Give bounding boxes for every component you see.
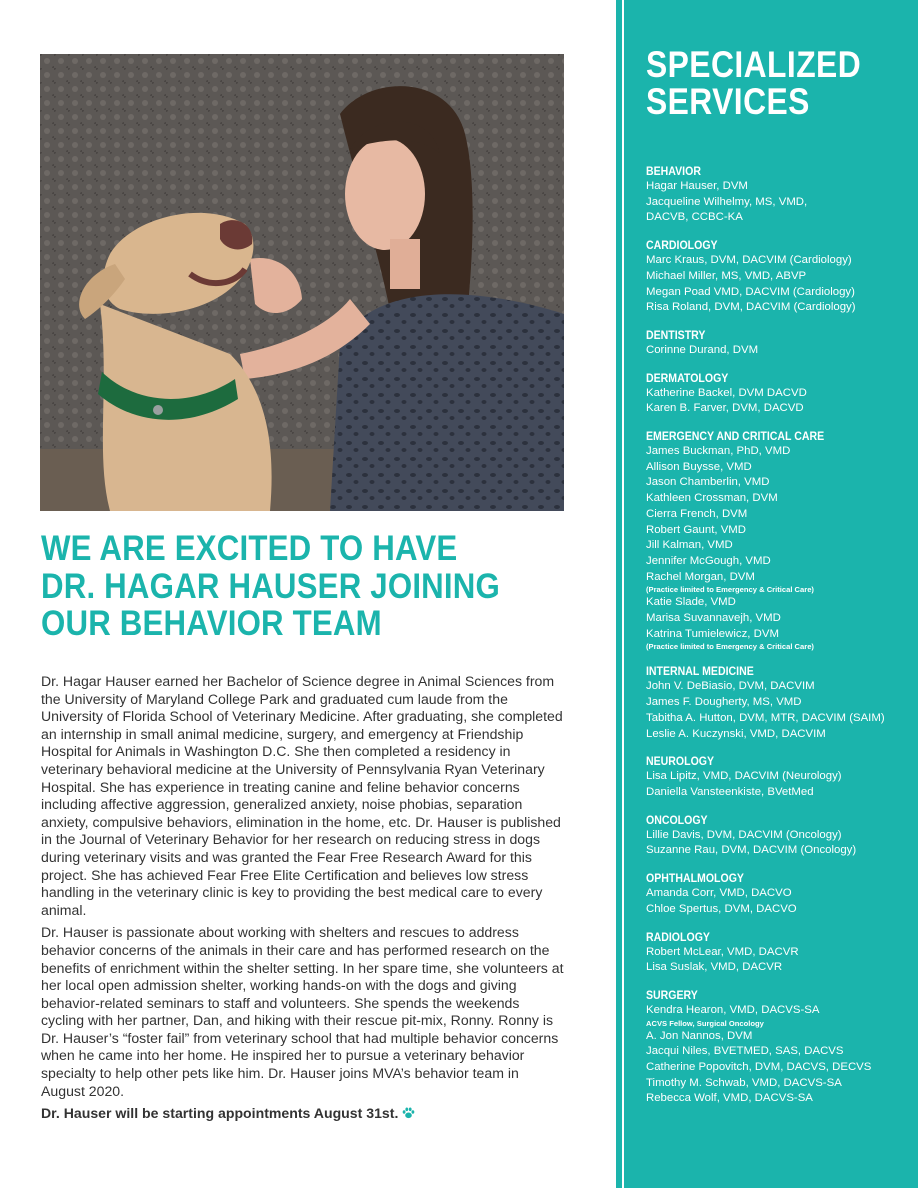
article-body — [41, 673, 565, 1128]
staff-member: Daniella Vansteenkiste, BVetMed — [646, 785, 814, 798]
section-heading: BEHAVIOR — [646, 164, 701, 178]
section-heading: INTERNAL MEDICINE — [646, 664, 754, 679]
service-section — [646, 328, 906, 359]
service-section — [646, 988, 906, 1107]
staff-member: Kendra Hearon, VMD, DACVS-SA — [646, 1003, 820, 1016]
staff-list — [646, 253, 906, 316]
service-sections — [646, 164, 906, 1107]
staff-member: Hagar Hauser, DVM — [646, 180, 748, 192]
section-heading: EMERGENCY AND CRITICAL CARE — [646, 429, 825, 444]
body-paragraph: Dr. Hagar Hauser earned her Bachelor of Science degree in Animal Sciences from the University of Maryland College Park and graduated cum laude from the University of Florida School of Veterinary Medicine. After graduating, she completed an internship in small animal medicine, surgery, and emergency at Friendship Hospital for Animals in Washington D.C. She then completed a residency in veterinary behavioral medicine at the University of Pennsylvania Ryan Veterinary Hospital. She has experience in treating canine and feline behavior concerns including affective aggression, generalized anxiety, noise phobias, separation anxiety, compulsive behaviors, elimination in the home, etc. Dr. Hauser is published in the Journal of Veterinary Behavior for her research on reducing stress in dogs during veterinary visits and was granted the Fear Free Research Award for this project. She has achieved Fear Free Elite Certification and believes low stress handling in the veterinary clinic is key to providing the best medical care to every animal. — [41, 673, 563, 918]
service-section — [646, 754, 906, 800]
staff-list — [646, 444, 906, 652]
staff-member: Katrina Tumielewicz, DVM — [646, 627, 779, 640]
service-section — [646, 371, 906, 417]
sidebar-title-line: SERVICES — [646, 81, 810, 122]
headline-line: WE ARE EXCITED TO HAVE — [41, 528, 458, 568]
service-section — [646, 664, 906, 742]
staff-note: (Practice limited to Emergency & Critical Care) — [646, 642, 814, 652]
staff-member: Rebecca Wolf, VMD, DACVS-SA — [646, 1092, 813, 1105]
staff-member: Tabitha A. Hutton, DVM, MTR, DACVIM (SAIM) — [646, 711, 885, 724]
staff-list — [646, 828, 906, 859]
headline-line: OUR BEHAVIOR TEAM — [41, 603, 382, 643]
sidebar-title-line: SPECIALIZED — [646, 44, 862, 85]
staff-note: (Practice limited to Emergency & Critical Care) — [646, 585, 814, 595]
staff-member: DACVB, CCBC-KA — [646, 211, 743, 224]
staff-member: Risa Roland, DVM, DACVIM (Cardiology) — [646, 301, 856, 314]
staff-member: Jacqueline Wilhelmy, MS, VMD, — [646, 195, 808, 208]
closing-text: Dr. Hauser will be starting appointments August 31st. — [41, 1105, 399, 1122]
staff-member: Megan Poad VMD, DACVIM (Cardiology) — [646, 285, 855, 298]
staff-member: Jacqui Niles, BVETMED, SAS, DACVS — [646, 1045, 844, 1058]
hero-photo — [40, 54, 564, 511]
staff-list — [646, 179, 906, 226]
staff-member: Timothy M. Schwab, VMD, DACVS-SA — [646, 1076, 842, 1089]
staff-member: Jill Kalman, VMD — [646, 539, 733, 552]
staff-member: Robert McLear, VMD, DACVR — [646, 945, 799, 958]
specialized-services — [646, 46, 906, 1119]
service-section — [646, 871, 906, 917]
staff-list — [646, 386, 906, 417]
service-section — [646, 164, 906, 226]
service-section — [646, 930, 906, 976]
staff-member: John V. DeBiasio, DVM, DACVIM — [646, 680, 815, 693]
section-heading: NEUROLOGY — [646, 754, 715, 769]
staff-member: Kathleen Crossman, DVM — [646, 492, 778, 505]
staff-member: Lisa Suslak, VMD, DACVR — [646, 961, 783, 974]
staff-list — [646, 945, 906, 976]
sidebar-title — [646, 46, 870, 120]
staff-member: Karen B. Farver, DVM, DACVD — [646, 402, 804, 415]
body-paragraph: Dr. Hauser is passionate about working with shelters and rescues to address behavior concerns of the animals in their care and has performed research on the benefits of enrichment within the shelter setting. In her spare time, she volunteers at her local open admission shelter, working hands-on with the dogs and giving behavior-related seminars to staff and volunteers. She spends the weekends cycling with her partner, Dan, and hiking with their rescue pit-mix, Ronny. Ronny is Dr. Hauser’s “foster fail” from veterinary school that had multiple behavior concerns when he came into her home. He inspired her to pursue a veterinary behavior specialty to help other pets like him. Dr. Hauser joins MVA’s behavior team in August 2020. — [41, 924, 564, 1099]
staff-list — [646, 343, 906, 359]
staff-list — [646, 886, 906, 917]
staff-member: Allison Buysse, VMD — [646, 460, 752, 473]
staff-member: Corinne Durand, DVM — [646, 343, 759, 356]
staff-member: Katie Slade, VMD — [646, 596, 736, 609]
staff-list — [646, 769, 906, 800]
section-heading: OPHTHALMOLOGY — [646, 871, 744, 886]
service-section — [646, 429, 906, 652]
service-section — [646, 813, 906, 859]
staff-member: Cierra French, DVM — [646, 507, 748, 520]
staff-member: Marisa Suvannavejh, VMD — [646, 612, 781, 625]
staff-member: Robert Gaunt, VMD — [646, 523, 747, 536]
staff-member: Jennifer McGough, VMD — [646, 554, 771, 567]
staff-member: James Buckman, PhD, VMD — [646, 445, 791, 458]
section-heading: RADIOLOGY — [646, 929, 710, 944]
section-heading: DENTISTRY — [646, 327, 706, 342]
section-heading: SURGERY — [646, 987, 698, 1002]
staff-member: Leslie A. Kuczynski, VMD, DACVIM — [646, 727, 826, 740]
section-heading: DERMATOLOGY — [646, 370, 729, 385]
staff-member: Jason Chamberlin, VMD — [646, 476, 770, 489]
staff-member: Amanda Corr, VMD, DACVO — [646, 887, 792, 900]
service-section — [646, 238, 906, 316]
staff-member: James F. Dougherty, MS, VMD — [646, 696, 802, 709]
staff-member: Catherine Popovitch, DVM, DACVS, DECVS — [646, 1061, 872, 1074]
staff-member: A. Jon Nannos, DVM — [646, 1029, 753, 1042]
staff-member: Rachel Morgan, DVM — [646, 570, 755, 583]
section-heading: ONCOLOGY — [646, 812, 708, 827]
section-heading: CARDIOLOGY — [646, 238, 718, 253]
staff-list — [646, 679, 906, 742]
staff-member: Suzanne Rau, DVM, DACVIM (Oncology) — [646, 844, 857, 857]
staff-member: Lillie Davis, DVM, DACVIM (Oncology) — [646, 828, 842, 841]
staff-member: Michael Miller, MS, VMD, ABVP — [646, 269, 807, 282]
staff-member: Marc Kraus, DVM, DACVIM (Cardiology) — [646, 254, 852, 267]
headline-line: DR. HAGAR HAUSER JOINING — [41, 565, 500, 606]
staff-member: Lisa Lipitz, VMD, DACVIM (Neurology) — [646, 770, 842, 783]
staff-list — [646, 1003, 906, 1107]
article-headline — [41, 530, 516, 643]
closing-note — [41, 1105, 565, 1123]
staff-note: ACVS Fellow, Surgical Oncology — [646, 1018, 764, 1028]
staff-member: Katherine Backel, DVM DACVD — [646, 386, 807, 399]
staff-member: Chloe Spertus, DVM, DACVO — [646, 902, 797, 915]
sidebar-divider — [622, 0, 624, 1188]
paw-icon — [402, 1106, 415, 1124]
